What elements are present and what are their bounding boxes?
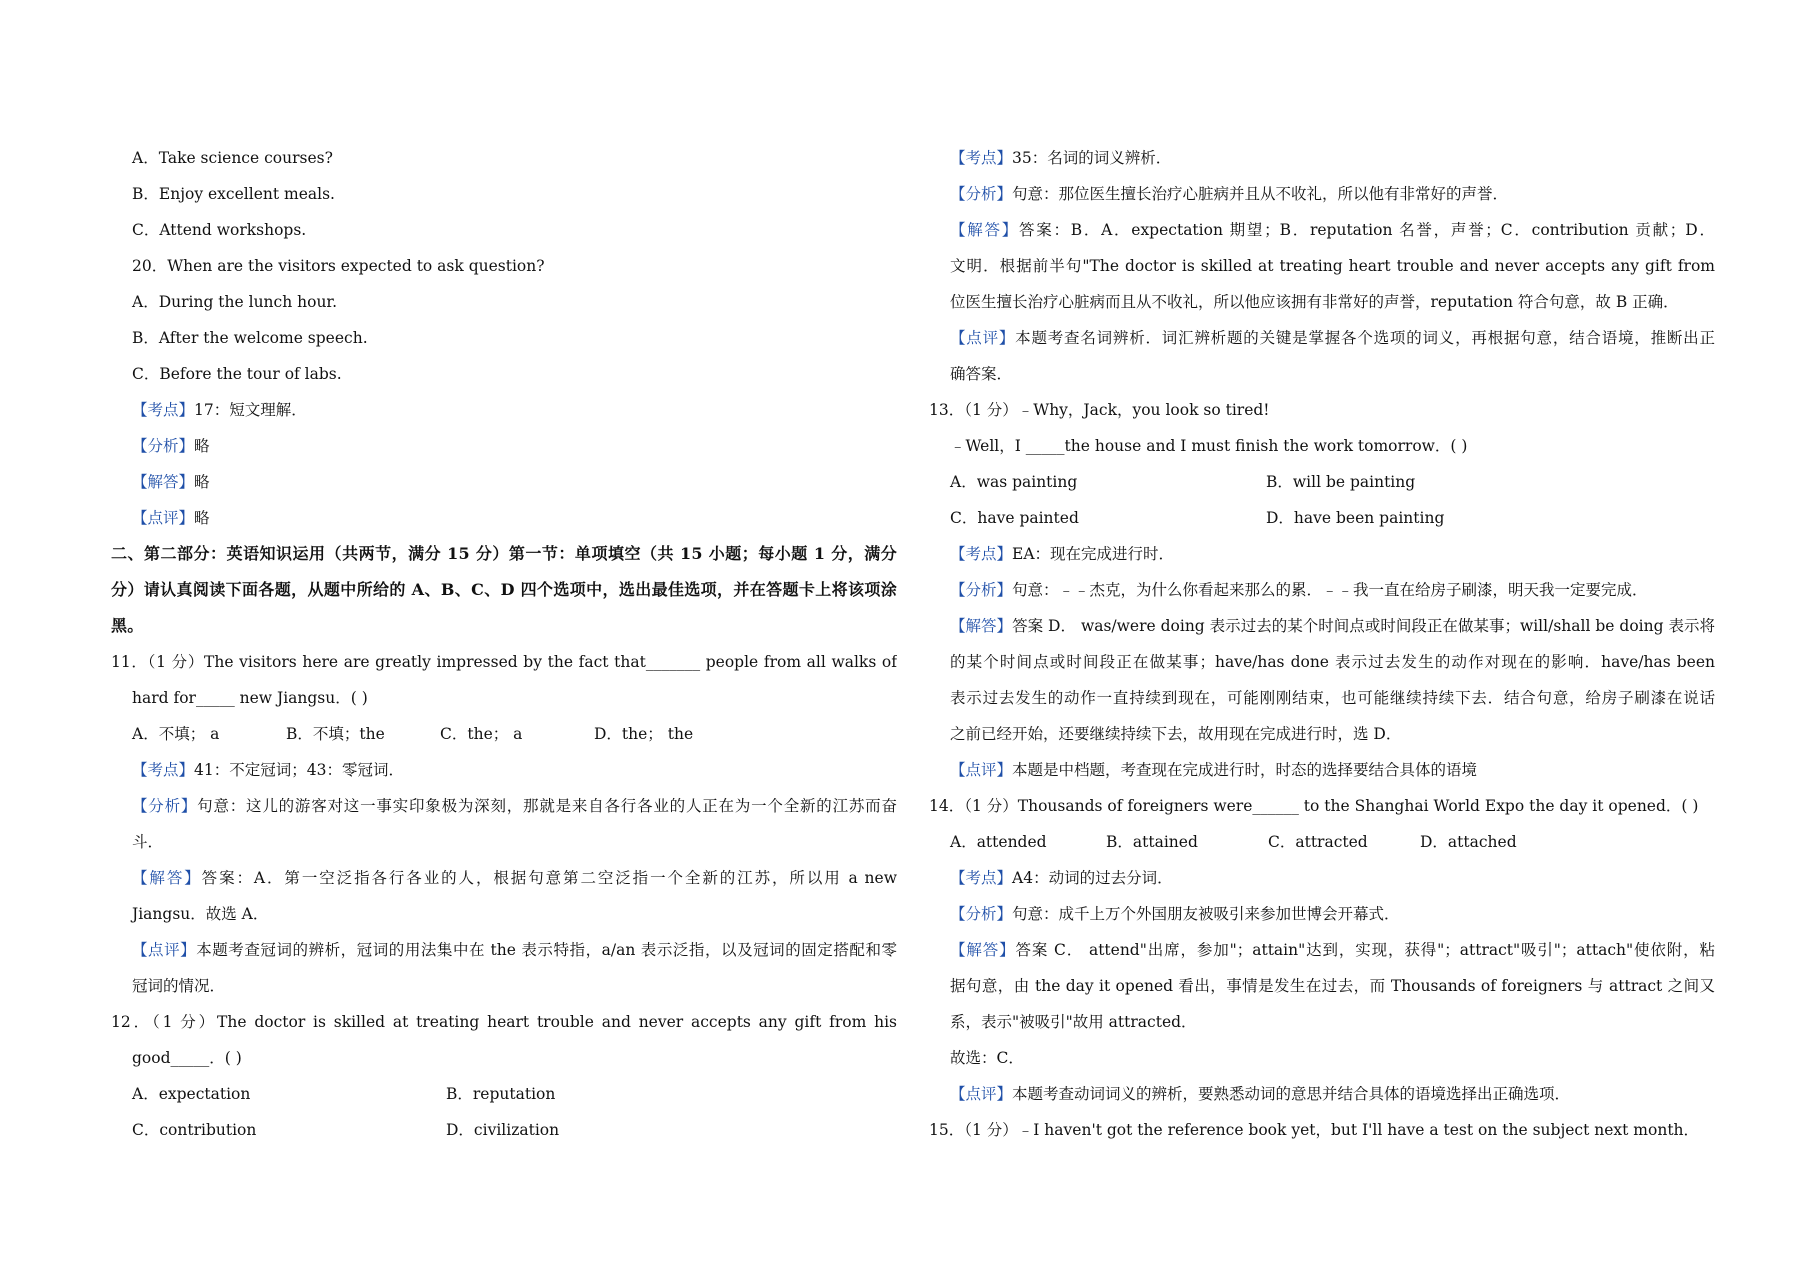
q13-dianping: 【点评】本题是中档题，考查现在完成进行时，时态的选择要结合具体的语境 — [950, 761, 1478, 779]
q19-option-b: B．Enjoy excellent meals. — [132, 185, 335, 203]
q12-option-c: C．contribution — [132, 1121, 257, 1139]
q13-options-row-2 — [929, 500, 1715, 536]
q12-kaodian: 【考点】35：名词的词义辨析． — [950, 149, 1172, 167]
q13-stem-line-2: ﹣Well，I _____the house and I must finish the work tomorrow．( ) — [950, 437, 1468, 455]
q14-jieda-line-3: 系，表示"被吸引"故用 attracted． — [950, 1013, 1197, 1031]
fenxi-label: 【分析】 — [132, 437, 195, 455]
kaodian-label: 【考点】 — [132, 761, 195, 779]
q13-options-row-1 — [929, 464, 1715, 500]
q12-dianping-line-2: 确答案． — [950, 365, 1013, 383]
dianping-label: 【点评】 — [950, 761, 1013, 779]
q12-option-a: A．expectation — [132, 1085, 251, 1103]
q11-jieda-line-1: 【解答】答案：A．第一空泛指各行各业的人，根据句意第二空泛指一个全新的江苏，所以用 a new — [132, 869, 897, 887]
section-heading-line-1: 二、第二部分：英语知识运用（共两节，满分 15 分）第一节：单项填空（共 15 小题；每小题 1 分，满分 — [111, 544, 897, 563]
q12-jieda-line-2: 文明．根据前半句"The doctor is skilled at treating heart trouble and never accepts any gift from — [950, 257, 1715, 275]
q14-options — [929, 824, 1715, 860]
q20-jieda: 【解答】略 — [132, 473, 210, 491]
dianping-label: 【点评】 — [132, 941, 197, 959]
kaodian-label: 【考点】 — [950, 149, 1013, 167]
q13-option-b: B．will be painting — [1266, 473, 1416, 491]
jieda-label: 【解答】 — [950, 221, 1019, 239]
q11-option-a: A．不填； a — [132, 725, 220, 743]
q20-kaodian: 【考点】17：短文理解． — [132, 401, 307, 419]
q13-option-d: D．have been painting — [1266, 509, 1445, 527]
q13-jieda-line-4: 之前已经开始，还要继续持续下去，故用现在完成进行时，选 D． — [950, 725, 1402, 743]
q20-stem: 20．When are the visitors expected to ask question? — [132, 257, 545, 275]
jieda-label: 【解答】 — [132, 473, 195, 491]
q11-kaodian: 【考点】41：不定冠词；43：零冠词． — [132, 761, 404, 779]
q14-option-c: C．attracted — [1268, 833, 1368, 851]
q12-stem-line-1: 12．（1 分）The doctor is skilled at treating heart trouble and never accepts any gift from his — [111, 1013, 897, 1031]
q13-kaodian: 【考点】EA：现在完成进行时． — [950, 545, 1175, 563]
q12-option-d: D．civilization — [446, 1121, 560, 1139]
q14-stem: 14．（1 分）Thousands of foreigners were______ to the Shanghai World Expo the day it opened．( ) — [929, 797, 1699, 815]
q11-fenxi-line-2: 斗． — [132, 833, 164, 851]
q20-option-b: B．After the welcome speech. — [132, 329, 368, 347]
jieda-label: 【解答】 — [950, 941, 1016, 959]
q20-dianping: 【点评】略 — [132, 509, 210, 527]
q14-option-b: B．attained — [1106, 833, 1198, 851]
q14-jieda-line-1: 【解答】答案 C． attend"出席，参加"；attain"达到，实现，获得"；attract"吸引"；attach"使依附，粘 — [950, 941, 1715, 959]
q11-option-b: B．不填；the — [286, 725, 385, 743]
q11-dianping-line-2: 冠词的情况． — [132, 977, 226, 995]
q12-stem-line-2: good_____．( ) — [132, 1049, 242, 1067]
kaodian-label: 【考点】 — [950, 869, 1013, 887]
q12-option-b: B．reputation — [446, 1085, 556, 1103]
section-heading-line-3: 黑。 — [111, 616, 144, 635]
q11-options — [111, 716, 897, 752]
q14-option-a: A．attended — [950, 833, 1047, 851]
q15-stem: 15．（1 分）﹣I haven't got the reference book yet，but I'll have a test on the subject next month． — [929, 1121, 1700, 1139]
q12-options-row-1 — [111, 1076, 897, 1112]
q20-option-c: C．Before the tour of labs. — [132, 365, 342, 383]
q11-fenxi-line-1: 【分析】句意：这儿的游客对这一事实印象极为深刻，那就是来自各行各业的人正在为一个全新的江苏而奋 — [132, 797, 897, 815]
q14-fenxi: 【分析】句意：成千上万个外国朋友被吸引来参加世博会开幕式． — [950, 905, 1400, 923]
q20-fenxi: 【分析】略 — [132, 437, 210, 455]
q11-stem-line-2: hard for_____ new Jiangsu．( ) — [132, 689, 368, 707]
dianping-label: 【点评】 — [132, 509, 195, 527]
kaodian-label: 【考点】 — [132, 401, 195, 419]
q19-option-a: A．Take science courses? — [132, 149, 333, 167]
dianping-label: 【点评】 — [950, 329, 1016, 347]
q11-dianping-line-1: 【点评】本题考查冠词的辨析，冠词的用法集中在 the 表示特指，a/an 表示泛指，以及冠词的固定搭配和零 — [132, 941, 897, 959]
q14-dianping: 【点评】本题考查动词词义的辨析，要熟悉动词的意思并结合具体的语境选择出正确选项． — [950, 1085, 1571, 1103]
fenxi-label: 【分析】 — [950, 905, 1013, 923]
q13-option-a: A．was painting — [950, 473, 1078, 491]
q14-jieda-line-2: 据句意，由 the day it opened 看出，事情是发生在过去，而 Thousands of foreigners 与 attract 之间又 — [950, 977, 1715, 995]
q14-jieda-line-4: 故选：C． — [950, 1049, 1024, 1067]
q12-jieda-line-3: 位医生擅长治疗心脏病而且从不收礼，所以他应该拥有非常好的声誉，reputation 符合句意，故 B 正确． — [950, 293, 1679, 311]
fenxi-label: 【分析】 — [950, 581, 1013, 599]
q13-stem-line-1: 13．（1 分）﹣Why，Jack，you look so tired! — [929, 401, 1270, 419]
jieda-label: 【解答】 — [950, 617, 1013, 635]
q19-option-c: C．Attend workshops. — [132, 221, 307, 239]
q11-stem-line-1: 11．（1 分）The visitors here are greatly impressed by the fact that_______ people from all walks of — [111, 653, 897, 671]
fenxi-label: 【分析】 — [132, 797, 198, 815]
q14-option-d: D．attached — [1420, 833, 1517, 851]
right-column — [929, 140, 1715, 1148]
q11-jieda-line-2: Jiangsu．故选 A． — [132, 905, 269, 923]
q13-jieda-line-3: 表示过去发生的动作一直持续到现在，可能刚刚结束，也可能继续持续下去．结合句意，给房子刷漆在说话 — [950, 689, 1715, 707]
q11-option-c: C．the； a — [440, 725, 523, 743]
q20-option-a: A．During the lunch hour. — [132, 293, 338, 311]
q12-dianping-line-1: 【点评】本题考查名词辨析．词汇辨析题的关键是掌握各个选项的词义，再根据句意，结合语境，推断出正 — [950, 329, 1715, 347]
kaodian-label: 【考点】 — [950, 545, 1013, 563]
q13-jieda-line-2: 的某个时间点或时间段正在做某事；have/has done 表示过去发生的动作对现在的影响．have/has been — [950, 653, 1715, 671]
q12-jieda-line-1: 【解答】答案：B．A．expectation 期望；B．reputation 名誉，声誉；C．contribution 贡献；D． — [950, 221, 1715, 239]
section-heading-line-2: 分）请认真阅读下面各题，从题中所给的 A、B、C、D 四个选项中，选出最佳选项，并在答题卡上将该项涂 — [111, 580, 897, 599]
q13-option-c: C．have painted — [950, 509, 1079, 527]
q12-options-row-2 — [111, 1112, 897, 1148]
q14-kaodian: 【考点】A4：动词的过去分词． — [950, 869, 1173, 887]
dianping-label: 【点评】 — [950, 1085, 1013, 1103]
q13-jieda-line-1: 【解答】答案 D． was/were doing 表示过去的某个时间点或时间段正在做某事；will/shall be doing 表示将 — [950, 617, 1715, 635]
q11-option-d: D．the； the — [594, 725, 694, 743]
left-column — [111, 140, 897, 1148]
q12-fenxi: 【分析】句意：那位医生擅长治疗心脏病并且从不收礼，所以他有非常好的声誉． — [950, 185, 1509, 203]
jieda-label: 【解答】 — [132, 869, 202, 887]
q13-fenxi: 【分析】句意：﹣﹣杰克，为什么你看起来那么的累．﹣﹣我一直在给房子刷漆，明天我一定要完成． — [950, 581, 1648, 599]
fenxi-label: 【分析】 — [950, 185, 1013, 203]
